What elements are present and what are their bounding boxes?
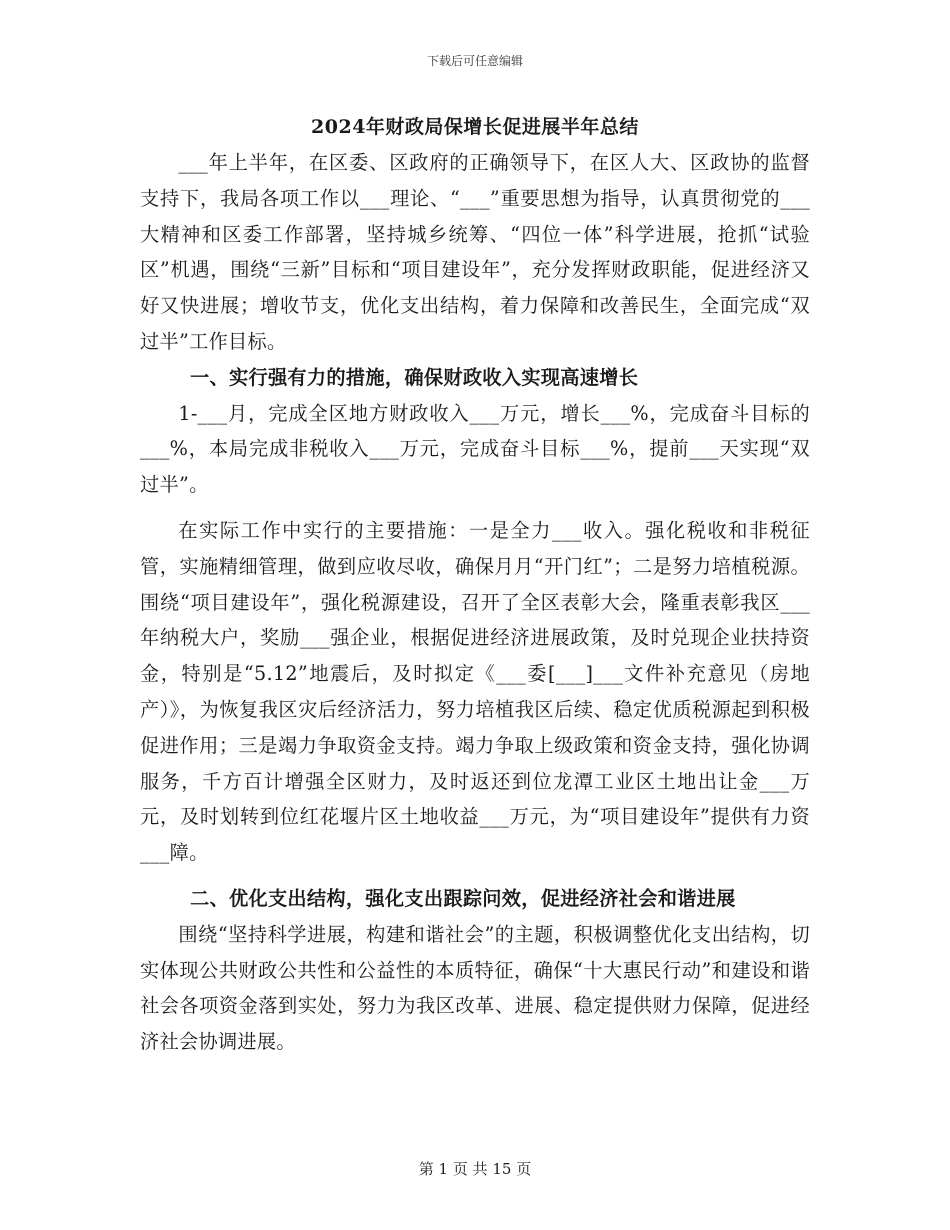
section-1-paragraph-1: 1-___月，完成全区地方财政收入___万元，增长___%，完成奋斗目标的___%，本局完成非税收入___万元，完成奋斗目标___%，提前___天实现“双过半”。 [140,401,810,497]
intro-paragraph: ___年上半年，在区委、区政府的正确领导下，在区人大、区政协的监督支持下，我局各项工作以___理论、“___”重要思想为指导，认真贯彻党的___大精神和区委工作部署，坚持城乡统筹、“四位一体”科学进展，抢抓“试验区”机遇，围绕“三新”目标和“项目建设年”，充分发挥财政职能，促进经济又好又快进展；增收节支，优化支出结构，着力保障和改善民生，全面完成“双过半”工作目标。 [140,151,810,353]
section-2-heading: 二、优化支出结构，强化支出跟踪问效，促进经济社会和谐进展 [190,886,736,910]
paragraph-gap [140,503,810,513]
section-1-heading: 一、实行强有力的措施，确保财政收入实现高速增长 [190,365,639,389]
page-number: 第 1 页 共 15 页 [418,1160,532,1178]
document-body [140,145,810,1060]
page-header-note: 下载后可任意编辑 [426,54,523,68]
section-2-paragraph-1: 围绕“坚持科学进展，构建和谐社会”的主题，积极调整优化支出结构，切实体现公共财政公共性和公益性的本质特征，确保“十大惠民行动”和建设和谐社会各项资金落到实处，努力为我区改革、进展、稳定提供财力保障，促进经济社会协调进展。 [140,922,810,1054]
paragraph-gap [140,871,810,881]
document-title: 2024年财政局保增长促进展半年总结 [311,116,639,138]
section-1-paragraph-2: 在实际工作中实行的主要措施：一是全力___收入。强化税收和非税征管，实施精细管理，做到应收尽收，确保月月“开门红”；二是努力培植税源。围绕“项目建设年”，强化税源建设，召开了全区表彰大会，隆重表彰我区___年纳税大户，奖励___强企业，根据促进经济进展政策，及时兑现企业扶持资金，特别是“5.12”地震后，及时拟定《___委[___]___文件补充意见（房地产）》，为恢复我区灾后经济活力，努力培植我区后续、稳定优质税源起到积极促进作用；三是竭力争取资金支持。竭力争取上级政策和资金支持，强化协调服务，千方百计增强全区财力，及时返还到位龙潭工业区土地出让金___万元，及时划转到位红花堰片区土地收益___万元，为“项目建设年”提供有力资___障。 [140,518,810,865]
